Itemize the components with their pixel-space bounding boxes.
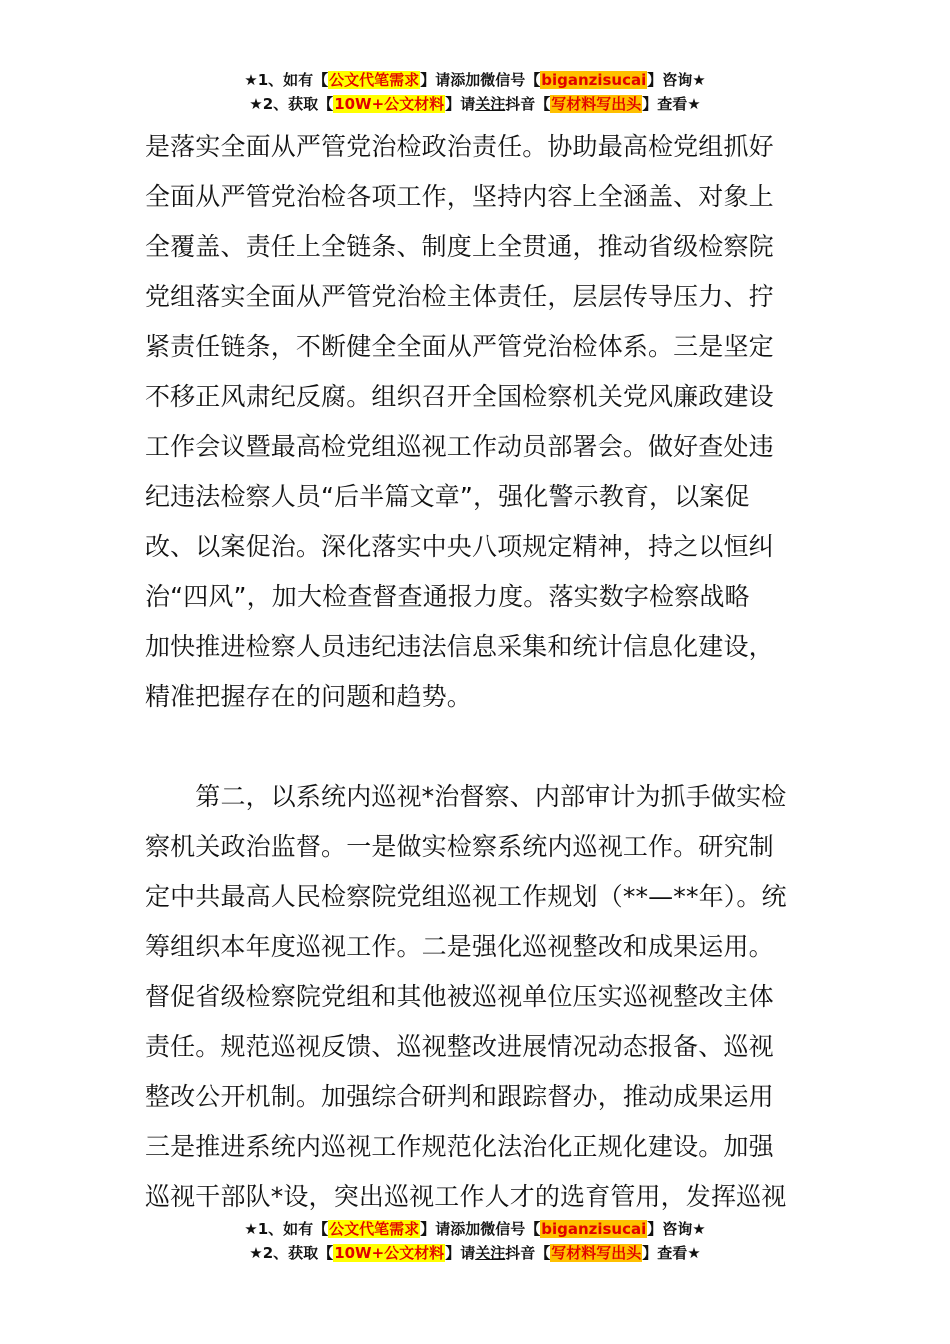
body-line: 筹组织本年度巡视工作。二是强化巡视整改和成果运用。 <box>145 932 774 961</box>
body-line: 改、以案促治。深化落实中央八项规定精神，持之以恒纠 <box>145 532 774 561</box>
banner-text-underlined: 关注 <box>475 95 506 113</box>
banner-text: 】请 <box>445 95 476 113</box>
banner-text: 】查看★ <box>642 1244 701 1262</box>
banner-line-1 <box>0 1217 950 1241</box>
body-line: 是落实全面从严管党治检政治责任。协助最高检党组抓好 <box>145 132 774 161</box>
body-line: 全覆盖、责任上全链条、制度上全贯通，推动省级检察院 <box>145 232 774 261</box>
body-line: 整改公开机制。加强综合研判和跟踪督办，推动成果运用 <box>145 1082 774 1111</box>
body-line: 纪违法检察人员“后半篇文章”，强化警示教育，以案促 <box>145 482 750 511</box>
body-line: 巡视干部队*设，突出巡视工作人才的选育管用，发挥巡视 <box>145 1182 787 1211</box>
highlight-materials: 10W+公文材料 <box>334 1244 445 1262</box>
body-line: 紧责任链条，不断健全全面从严管党治检体系。三是坚定 <box>145 332 774 361</box>
body-line: 不移正风肃纪反腐。组织召开全国检察机关党风廉政建设 <box>145 382 774 411</box>
highlight-wechat-id: biganzisucai <box>541 71 647 89</box>
banner-text: 】咨询★ <box>647 71 706 89</box>
banner-text: ★2、获取【 <box>249 95 334 113</box>
document-body <box>145 122 807 1222</box>
header-banner <box>0 68 950 116</box>
banner-line-2 <box>0 1241 950 1265</box>
highlight-douyin: 写材料写出头 <box>551 1244 642 1262</box>
banner-text: 】请添加微信号【 <box>420 1220 541 1238</box>
body-line: 全面从严管党治检各项工作，坚持内容上全涵盖、对象上 <box>145 182 774 211</box>
highlight-materials: 10W+公文材料 <box>334 95 445 113</box>
highlight-douyin: 写材料写出头 <box>551 95 642 113</box>
body-line: 党组落实全面从严管党治检主体责任，层层传导压力、拧 <box>145 282 774 311</box>
banner-text: 】请 <box>445 1244 476 1262</box>
banner-text: 抖音【 <box>505 1244 551 1262</box>
banner-text: 抖音【 <box>505 95 551 113</box>
banner-text: ★1、如有【 <box>244 1220 329 1238</box>
body-line: 第二，以系统内巡视*治督察、内部审计为抓手做实检 <box>145 782 787 811</box>
highlight-wechat-id: biganzisucai <box>541 1220 647 1238</box>
banner-text: ★1、如有【 <box>244 71 329 89</box>
body-line: 督促省级检察院党组和其他被巡视单位压实巡视整改主体 <box>145 982 774 1011</box>
banner-text-underlined: 关注 <box>475 1244 506 1262</box>
body-line: 加快推进检察人员违纪违法信息采集和统计信息化建设， <box>145 632 774 661</box>
body-line: 三是推进系统内巡视工作规范化法治化正规化建设。加强 <box>145 1132 774 1161</box>
banner-text: 】查看★ <box>642 95 701 113</box>
body-line: 定中共最高人民检察院党组巡视工作规划（**—**年）。统 <box>145 882 787 911</box>
footer-banner <box>0 1217 950 1265</box>
banner-line-2 <box>0 92 950 116</box>
body-line: 察机关政治监督。一是做实检察系统内巡视工作。研究制 <box>145 832 774 861</box>
body-line: 精准把握存在的问题和趋势。 <box>145 682 472 711</box>
body-line: 责任。规范巡视反馈、巡视整改进展情况动态报备、巡视 <box>145 1032 774 1061</box>
body-line: 治“四风”，加大检查督查通报力度。落实数字检察战略 <box>145 582 750 611</box>
body-line: 工作会议暨最高检党组巡视工作动员部署会。做好查处违 <box>145 432 774 461</box>
banner-text: 】咨询★ <box>647 1220 706 1238</box>
banner-text: ★2、获取【 <box>249 1244 334 1262</box>
highlight-ghostwriting: 公文代笔需求 <box>329 71 420 89</box>
paragraph-gap <box>145 722 807 772</box>
banner-line-1 <box>0 68 950 92</box>
highlight-ghostwriting: 公文代笔需求 <box>329 1220 420 1238</box>
banner-text: 】请添加微信号【 <box>420 71 541 89</box>
